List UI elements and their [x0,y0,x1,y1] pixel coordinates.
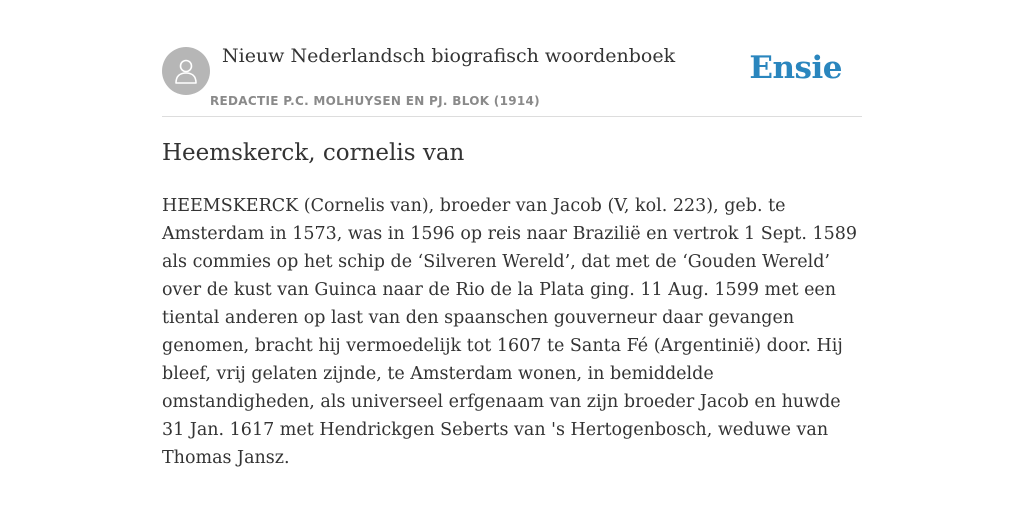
editors-byline: REDACTIE P.C. MOLHUYSEN EN PJ. BLOK (1914) [210,94,540,108]
entry-title: Heemskerck, cornelis van [162,140,465,166]
user-avatar-icon [174,57,198,85]
brand-logo[interactable]: Ensie [749,50,842,86]
book-title[interactable]: Nieuw Nederlandsch biografisch woordenboek [222,45,676,67]
header [162,40,862,117]
entry-body: HEEMSKERCK (Cornelis van), broeder van Jacob (V, kol. 223), geb. te Amsterdam in 1573, was in 1596 op reis naar Brazilië en vertrok 1 Sept. 1589 als commies op het schip de ‘Silveren Wereld’, dat met de ‘Gouden Wereld’ over de kust van Guinca naar de Rio de la Plata ging. 11 Aug. 1599 met een tiental anderen op last van den spaanschen gouverneur daar gevangen genomen, bracht hij vermoedelijk tot 1607 te Santa Fé (Argentinië) door. Hij bleef, vrij gelaten zijnde, te Amsterdam wonen, in bemiddelde omstandigheden, als universeel erfgenaam van zijn broeder Jacob en huwde 31 Jan. 1617 met Hendrickgen Seberts van 's Hertogenbosch, weduwe van Thomas Jansz. [162,196,857,468]
avatar[interactable] [162,47,210,95]
